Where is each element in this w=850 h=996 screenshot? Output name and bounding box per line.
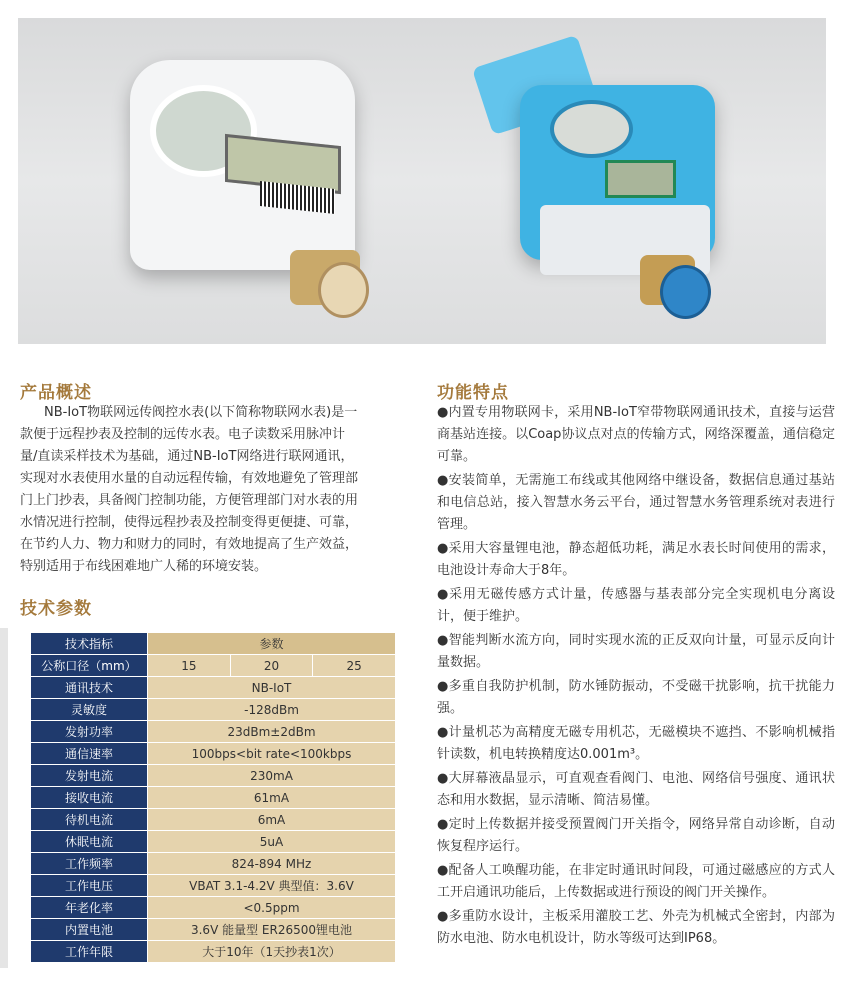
overview-line: 实现对水表使用水量的自动远程传输，有效地避免了管理部	[20, 471, 359, 486]
row-value: 230mA	[148, 765, 396, 787]
row-label: 公称口径（mm）	[31, 655, 148, 677]
table-row	[31, 875, 396, 897]
feature-item: ●多重自我防护机制，防水锤防振动，不受磁干扰影响，抗干扰能力强。	[437, 679, 835, 716]
row-label: 灵敏度	[31, 699, 148, 721]
row-label: 年老化率	[31, 897, 148, 919]
overview-title: 产品概述	[20, 383, 92, 403]
table-row	[31, 677, 396, 699]
row-value: 6mA	[148, 809, 396, 831]
specs-title: 技术参数	[20, 599, 92, 619]
row-value: 大于10年（1天抄表1次）	[148, 941, 396, 963]
table-row	[31, 809, 396, 831]
table-row	[31, 853, 396, 875]
row-label: 待机电流	[31, 809, 148, 831]
feature-item: ●多重防水设计，主板采用灌胶工艺、外壳为机械式全密封，内部为防水电池、防水电机设计，防水等级可达到IP68。	[437, 909, 835, 946]
table-row	[31, 897, 396, 919]
row-value: 100bps<bit rate<100kbps	[148, 743, 396, 765]
row-label: 通信速率	[31, 743, 148, 765]
feature-item: ●采用无磁传感方式计量，传感器与基表部分完全实现机电分离设计，便于维护。	[437, 587, 835, 624]
table-row	[31, 765, 396, 787]
table-row	[31, 787, 396, 809]
row-label: 工作频率	[31, 853, 148, 875]
row-label: 工作电压	[31, 875, 148, 897]
overview-line: 水情况进行控制，使得远程抄表及控制变得更便捷、可靠，	[20, 515, 359, 530]
table-header-row	[31, 633, 396, 655]
side-bar	[0, 628, 8, 968]
row-label: 休眠电流	[31, 831, 148, 853]
row-label: 发射电流	[31, 765, 148, 787]
spec-table	[30, 632, 396, 963]
features-title: 功能特点	[437, 383, 509, 403]
overview-line: NB-IoT物联网远传阀控水表(以下简称物联网水表)是一	[44, 405, 358, 420]
overview-line: 款便于远程抄表及控制的远传水表。电子读数采用脉冲计	[20, 427, 346, 442]
table-row	[31, 721, 396, 743]
caliber-20: 20	[230, 655, 313, 677]
row-value: 3.6V 能量型 ER26500锂电池	[148, 919, 396, 941]
feature-item: ●计量机芯为高精度无磁专用机芯，无磁模块不遮挡、不影响机械指针读数，机电转换精度达0.001m³。	[437, 725, 835, 762]
row-value: 5uA	[148, 831, 396, 853]
row-label: 接收电流	[31, 787, 148, 809]
table-row	[31, 699, 396, 721]
table-row	[31, 919, 396, 941]
overview-line: 量/直读采样技术为基础，通过NB-IoT网络进行联网通讯，	[20, 449, 354, 464]
row-value: 61mA	[148, 787, 396, 809]
row-value: <0.5ppm	[148, 897, 396, 919]
feature-item: ●安装简单，无需施工布线或其他网络中继设备，数据信息通过基站和电信总站，接入智慧水务云平台，通过智慧水务管理系统对表进行管理。	[437, 473, 835, 532]
overview-line: 在节约人力、物力和财力的同时，有效地提高了生产效益，	[20, 537, 359, 552]
features-list	[437, 402, 835, 952]
row-label: 内置电池	[31, 919, 148, 941]
feature-item: ●内置专用物联网卡，采用NB-IoT窄带物联网通讯技术，直接与运营商基站连接。以Coap协议点对点的传输方式，网络深覆盖，通信稳定可靠。	[437, 405, 835, 464]
row-value: NB-IoT	[148, 677, 396, 699]
overview-line: 门上门抄表，具备阀门控制功能，方便管理部门对水表的用	[20, 493, 359, 508]
row-label: 通讯技术	[31, 677, 148, 699]
product-photo	[18, 18, 826, 344]
header-label: 技术指标	[31, 633, 148, 655]
header-value: 参数	[148, 633, 396, 655]
table-row	[31, 831, 396, 853]
feature-item: ●配备人工唤醒功能，在非定时通讯时间段，可通过磁感应的方式人工开启通讯功能后，上传数据或进行预设的阀门开关操作。	[437, 863, 835, 900]
row-label: 工作年限	[31, 941, 148, 963]
table-row	[31, 743, 396, 765]
row-value: 824-894 MHz	[148, 853, 396, 875]
overview-paragraph	[20, 402, 400, 578]
row-value: VBAT 3.1-4.2V 典型值：3.6V	[148, 875, 396, 897]
feature-item: ●定时上传数据并接受预置阀门开关指令，网络异常自动诊断，自动恢复程序运行。	[437, 817, 835, 854]
row-value: -128dBm	[148, 699, 396, 721]
feature-item: ●采用大容量锂电池，静态超低功耗，满足水表长时间使用的需求，电池设计寿命大于8年。	[437, 541, 835, 578]
row-label: 发射功率	[31, 721, 148, 743]
row-value: 23dBm±2dBm	[148, 721, 396, 743]
caliber-15: 15	[148, 655, 231, 677]
overview-line: 特别适用于布线困难地广人稀的环境安装。	[20, 559, 268, 574]
feature-item: ●大屏幕液晶显示，可直观查看阀门、电池、网络信号强度、通讯状态和用水数据，显示清晰、简洁易懂。	[437, 771, 835, 808]
caliber-25: 25	[313, 655, 396, 677]
table-row	[31, 941, 396, 963]
table-row	[31, 655, 396, 677]
feature-item: ●智能判断水流方向，同时实现水流的正反双向计量，可显示反向计量数据。	[437, 633, 835, 670]
